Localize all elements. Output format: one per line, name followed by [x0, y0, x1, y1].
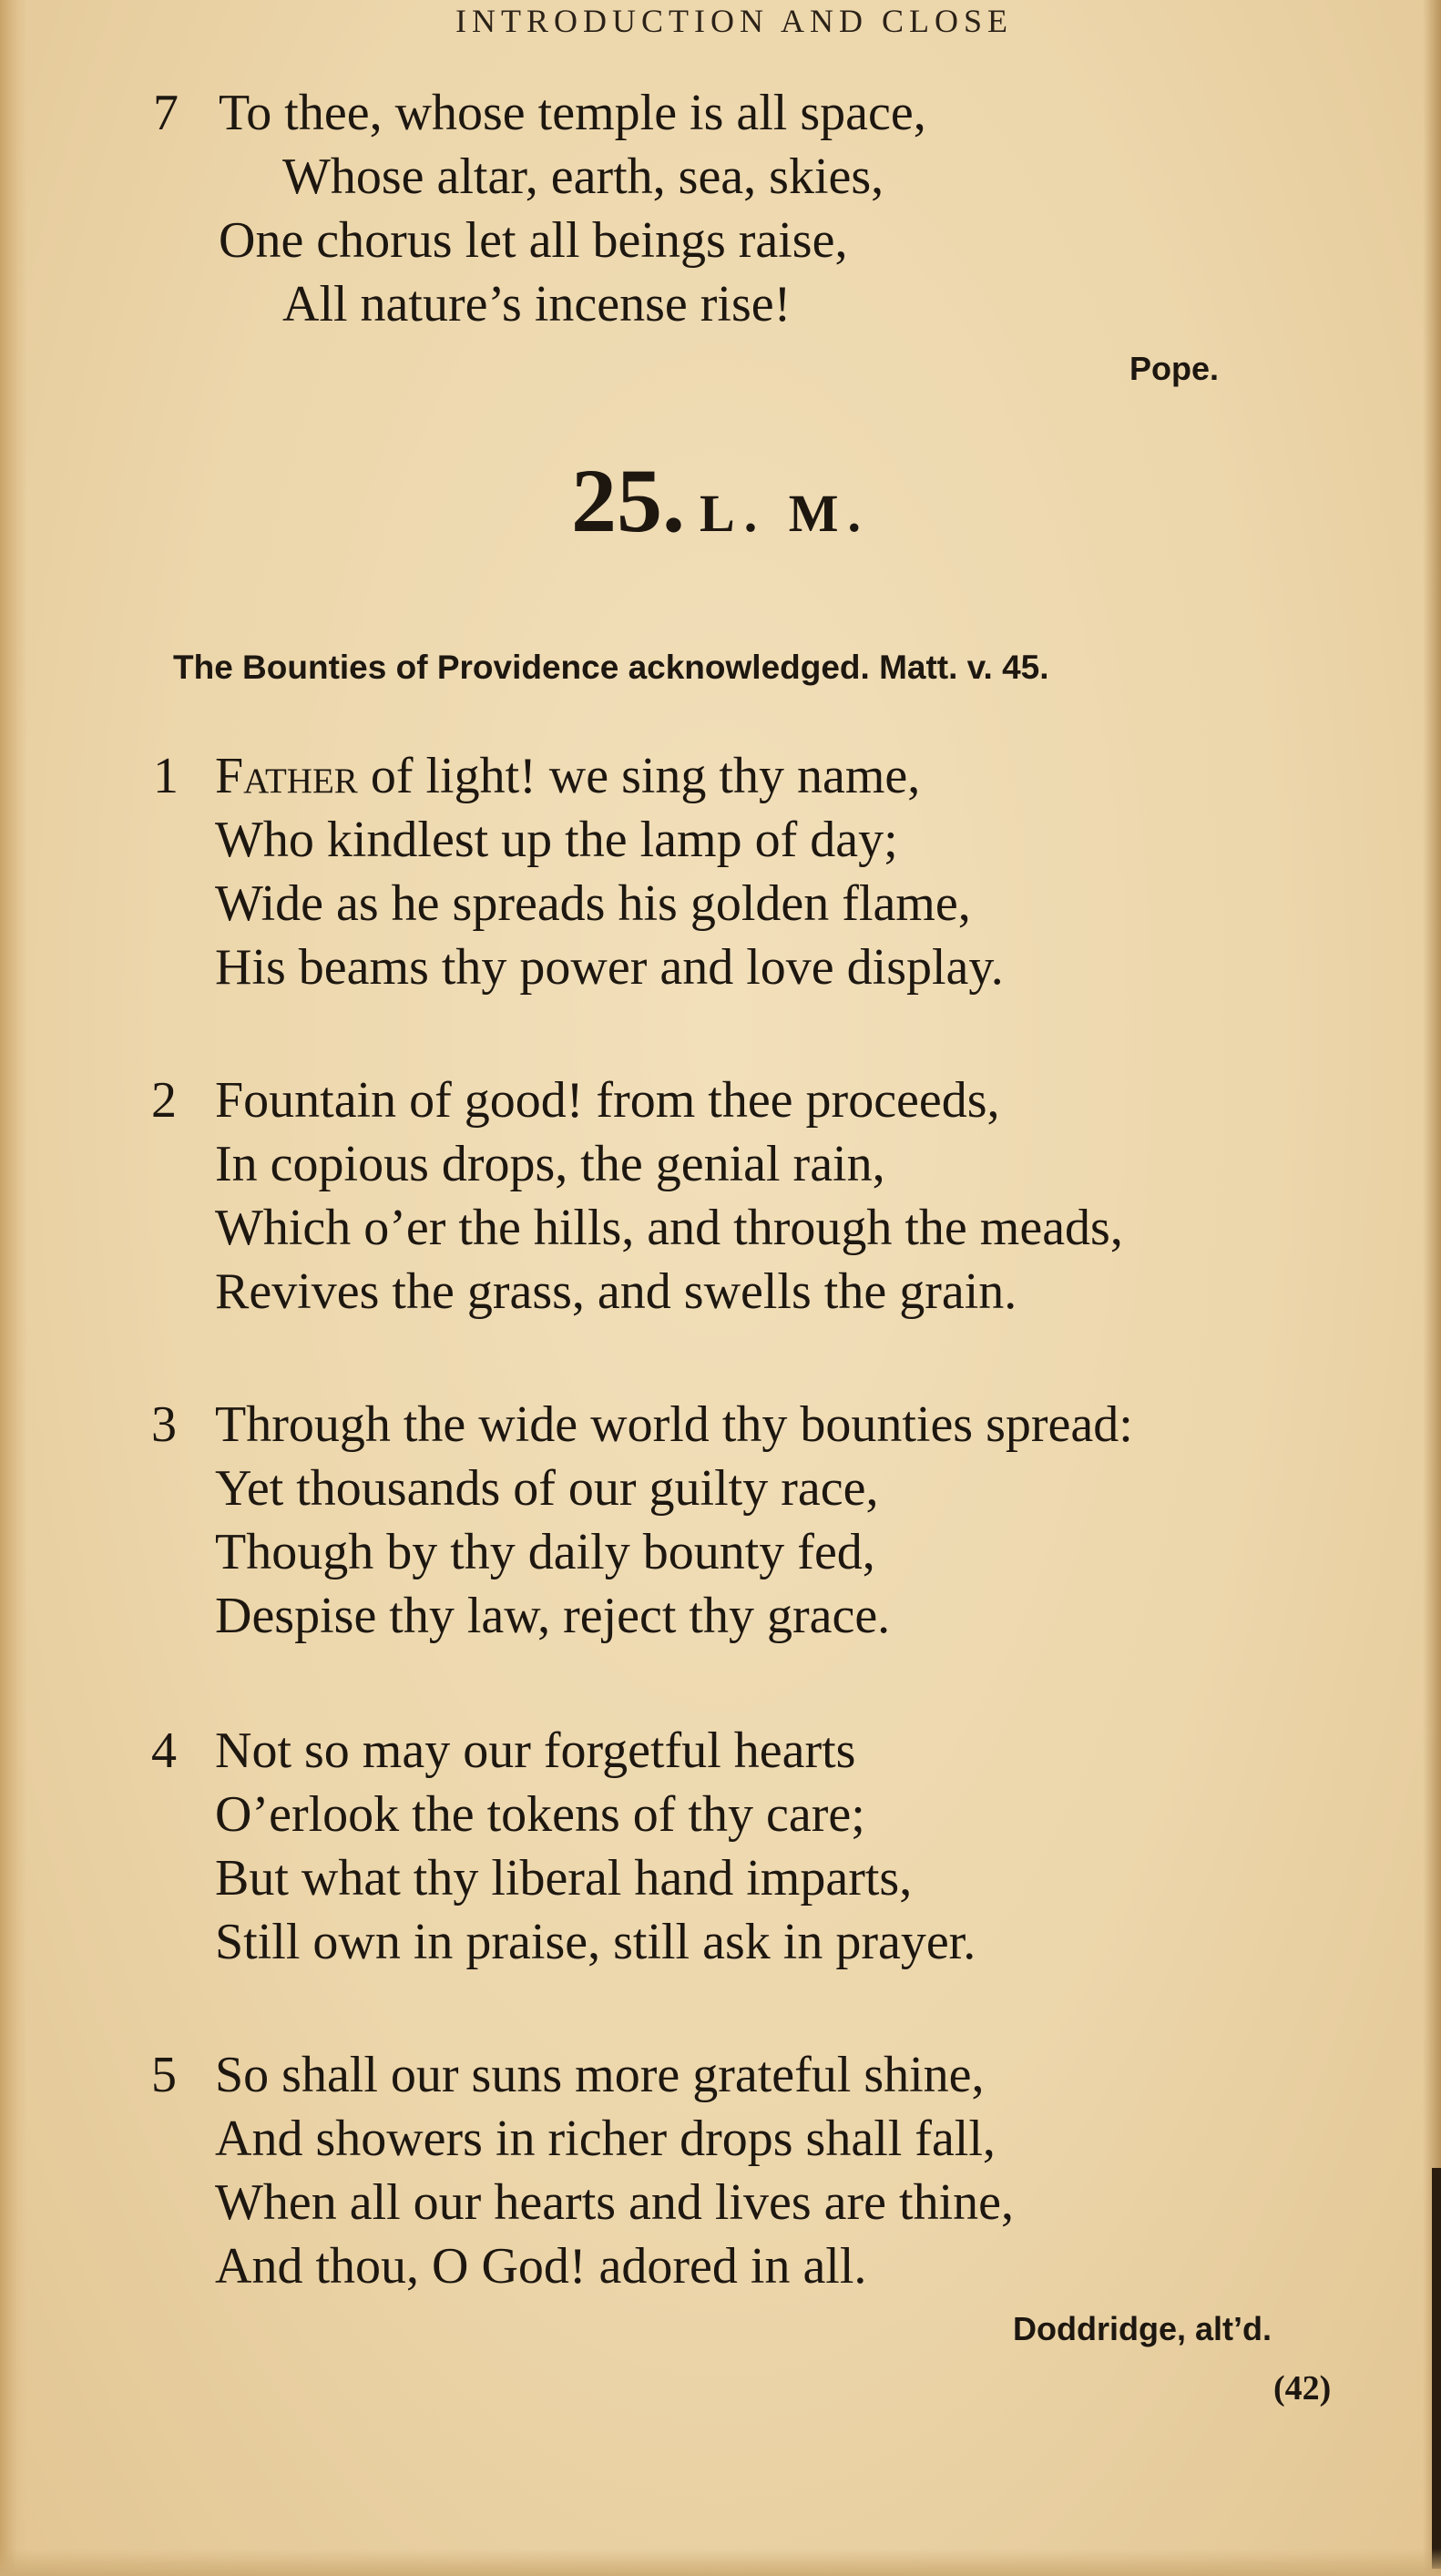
stanza-line: But what thy liberal hand imparts, — [215, 1850, 913, 1906]
stanza-line: Despise thy law, reject thy grace. — [215, 1588, 891, 1644]
page-left-edge — [0, 0, 27, 2576]
hymn-attribution: Doddridge, alt’d. — [1013, 2310, 1272, 2347]
stanza-line: Not so may our forgetful hearts — [215, 1722, 856, 1779]
page-number: (42) — [1273, 2369, 1332, 2407]
stanza-line: Yet thousands of our guilty race, — [215, 1460, 879, 1517]
stanza-number: 3 — [151, 1396, 177, 1453]
stanza-line: And showers in richer drops shall fall, — [215, 2111, 996, 2167]
stanza-line: In copious drops, the genial rain, — [215, 1136, 885, 1192]
stanza-line: Who kindlest up the lamp of day; — [215, 812, 898, 868]
stanza-line: One chorus let all beings raise, — [219, 212, 848, 269]
stanza-number: 2 — [151, 1072, 177, 1129]
stanza-line: When all our hearts and lives are thine, — [215, 2174, 1014, 2231]
stanza-line: And thou, O God! adored in all. — [215, 2238, 867, 2295]
page-binding-shadow — [1432, 2168, 1441, 2569]
stanza-line: Which o’er the hills, and through the meads, — [215, 1200, 1123, 1256]
stanza-number: 4 — [151, 1722, 177, 1779]
stanza-line: His beams thy power and love display. — [215, 939, 1004, 996]
stanza-line: Wide as he spreads his golden flame, — [215, 875, 971, 932]
stanza-line: Father of light! we sing thy name, — [215, 748, 921, 804]
stanza-line: Whose altar, earth, sea, skies, — [282, 148, 884, 205]
stanza-line: So shall our suns more grateful shine, — [215, 2047, 985, 2103]
hymn-heading — [0, 450, 1441, 551]
stanza-line: Still own in praise, still ask in prayer. — [215, 1914, 976, 1970]
stanza-number: 1 — [153, 748, 179, 804]
page-bottom-edge — [0, 2549, 1441, 2576]
stanza-number: 5 — [151, 2047, 177, 2103]
stanza-line: All nature’s incense rise! — [282, 276, 792, 332]
stanza-first-word: Father — [215, 748, 358, 804]
hymn-meter: L. M. — [700, 484, 870, 543]
stanza-line: Through the wide world thy bounties spread: — [215, 1396, 1133, 1453]
hymn-subtitle: The Bounties of Providence acknowledged. Matt. v. 45. — [173, 649, 1049, 686]
stanza-line: Revives the grass, and swells the grain. — [215, 1263, 1017, 1320]
hymn-number: 25. — [571, 450, 686, 551]
stanza-line: O’erlook the tokens of thy care; — [215, 1786, 865, 1843]
stanza-line: Though by thy daily bounty fed, — [215, 1524, 875, 1580]
prev-hymn-attribution: Pope. — [1129, 350, 1220, 387]
running-head: INTRODUCTION AND CLOSE — [455, 3, 1013, 39]
stanza-line: Fountain of good! from thee proceeds, — [215, 1072, 1000, 1129]
stanza-number: 7 — [153, 85, 179, 141]
stanza-line: To thee, whose temple is all space, — [219, 85, 926, 141]
